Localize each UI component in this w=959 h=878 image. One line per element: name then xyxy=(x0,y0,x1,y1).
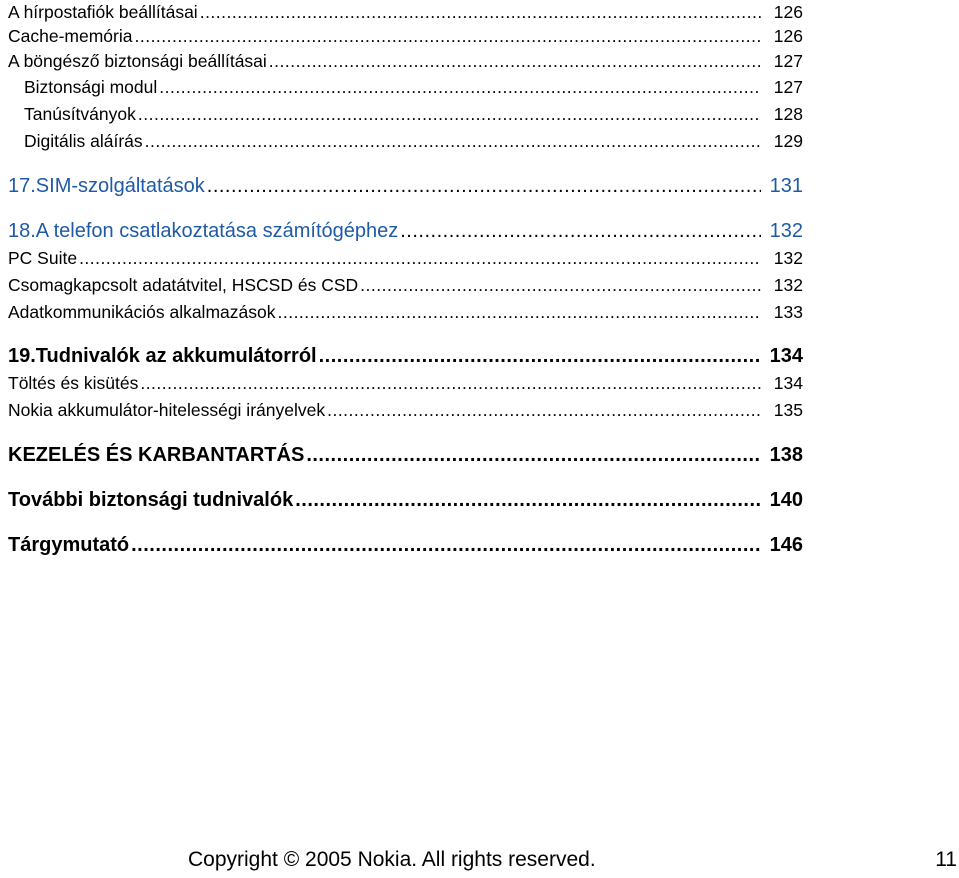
toc-entry-label: Tanúsítványok xyxy=(24,104,136,124)
dot-leader xyxy=(140,371,761,395)
toc-chapter[interactable] xyxy=(0,171,959,201)
toc-chapter-page: 131 xyxy=(769,175,803,197)
toc-entry[interactable] xyxy=(0,0,959,24)
toc-entry-label: Cache-memória xyxy=(8,26,133,46)
toc-entry-label: A hírpostafiók beállításai xyxy=(8,2,198,22)
toc-entry[interactable] xyxy=(0,398,959,422)
toc-entry-label: Biztonsági modul xyxy=(24,77,158,97)
dot-leader xyxy=(145,129,761,153)
toc-chapter[interactable] xyxy=(0,440,959,470)
dot-leader xyxy=(277,300,761,324)
toc-entry-page: 128 xyxy=(773,104,803,124)
toc-chapter-page: 138 xyxy=(769,444,803,466)
dot-leader xyxy=(269,49,761,73)
dot-leader xyxy=(295,485,761,515)
toc-entry[interactable] xyxy=(0,129,959,153)
toc-chapter[interactable] xyxy=(0,341,959,371)
toc-entry-page: 135 xyxy=(773,400,803,420)
toc-chapter-label: KEZELÉS ÉS KARBANTARTÁS xyxy=(8,444,305,466)
toc-entry[interactable] xyxy=(0,273,959,297)
toc-entry-page: 133 xyxy=(773,302,803,322)
toc-entry-label: A böngésző biztonsági beállításai xyxy=(8,51,267,71)
dot-leader xyxy=(200,0,761,24)
toc-chapter-label: 19.Tudnivalók az akkumulátorról xyxy=(8,345,317,367)
dot-leader xyxy=(131,530,761,560)
toc-chapter-label: Tárgymutató xyxy=(8,534,130,556)
toc-entry-label: Töltés és kisütés xyxy=(8,373,139,393)
toc-chapter-page: 146 xyxy=(769,534,803,556)
page-number: 11 xyxy=(935,848,957,871)
toc-entry[interactable] xyxy=(0,49,959,73)
toc-chapter-label: További biztonsági tudnivalók xyxy=(8,489,294,511)
dot-leader xyxy=(360,273,761,297)
dot-leader xyxy=(134,24,761,48)
dot-leader xyxy=(159,75,761,99)
toc-entry-page: 129 xyxy=(773,131,803,151)
dot-leader xyxy=(207,171,761,201)
toc-entry-page: 126 xyxy=(773,2,803,22)
toc-entry-label: Digitális aláírás xyxy=(24,131,143,151)
toc-chapter-page: 140 xyxy=(769,489,803,511)
dot-leader xyxy=(306,440,761,470)
toc-entry-page: 127 xyxy=(773,77,803,97)
dot-leader xyxy=(138,102,761,126)
toc-entry-page: 127 xyxy=(773,51,803,71)
toc-chapter-page: 132 xyxy=(769,220,803,242)
toc-entry[interactable] xyxy=(0,75,959,99)
dot-leader xyxy=(319,341,761,371)
toc-chapter[interactable] xyxy=(0,485,959,515)
dot-leader xyxy=(79,246,761,270)
dot-leader xyxy=(327,398,761,422)
toc-entry[interactable] xyxy=(0,24,959,48)
toc-entry-page: 126 xyxy=(773,26,803,46)
dot-leader xyxy=(400,216,761,246)
toc-chapter-page: 134 xyxy=(769,345,803,367)
toc-entry[interactable] xyxy=(0,371,959,395)
toc-entry[interactable] xyxy=(0,246,959,270)
toc-entry-page: 132 xyxy=(773,275,803,295)
toc-chapter-label: 18.A telefon csatlakoztatása számítógéphez xyxy=(8,220,399,242)
toc-entry-label: Adatkommunikációs alkalmazások xyxy=(8,302,276,322)
toc-chapter-label: 17.SIM-szolgáltatások xyxy=(8,175,205,197)
toc-chapter[interactable] xyxy=(0,530,959,560)
copyright-notice: Copyright © 2005 Nokia. All rights reserved. xyxy=(188,848,596,871)
toc-entry-page: 134 xyxy=(773,373,803,393)
toc-entry[interactable] xyxy=(0,102,959,126)
toc-entry-label: Nokia akkumulátor-hitelességi irányelvek xyxy=(8,400,326,420)
toc-entry[interactable] xyxy=(0,300,959,324)
toc-chapter[interactable] xyxy=(0,216,959,246)
toc-entry-page: 132 xyxy=(773,248,803,268)
toc-entry-label: PC Suite xyxy=(8,248,78,268)
toc-entry-label: Csomagkapcsolt adatátvitel, HSCSD és CSD xyxy=(8,275,359,295)
